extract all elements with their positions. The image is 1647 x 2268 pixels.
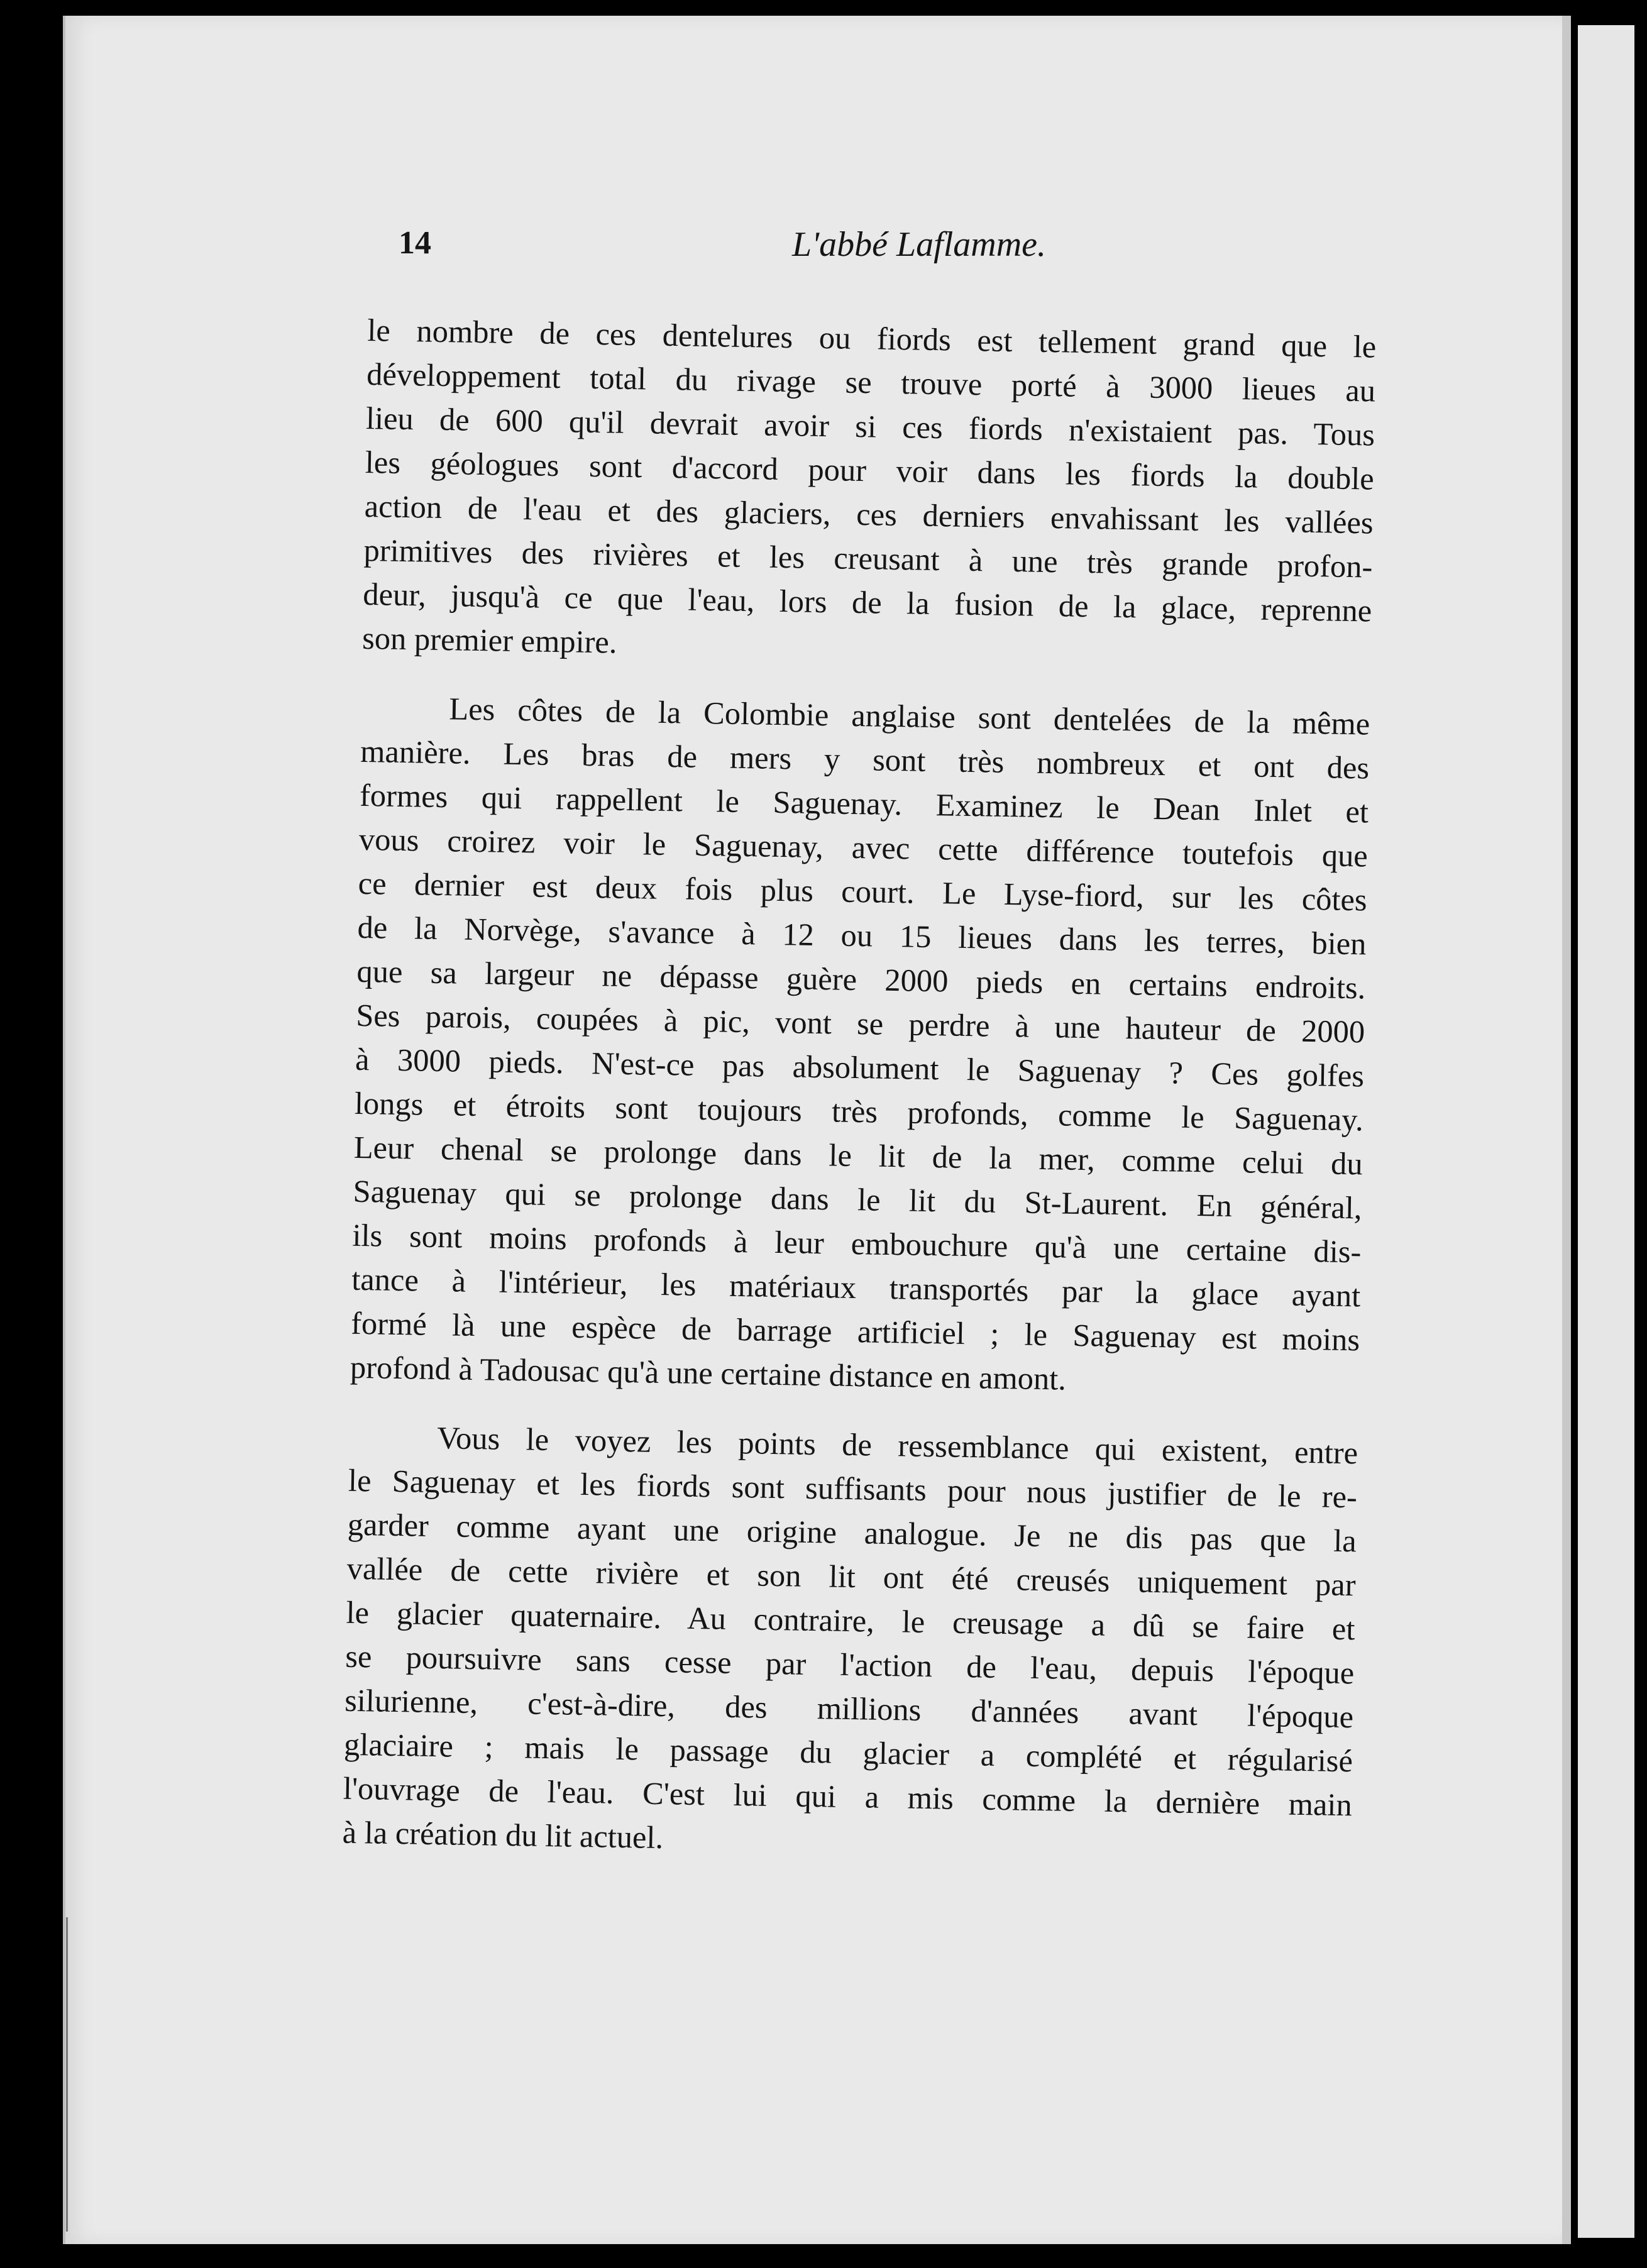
text-line: Saguenay qui se prolonge dans le lit du St-Laurent. En général, xyxy=(353,1173,1362,1226)
text-line: son premier empire. xyxy=(361,620,617,660)
adjacent-page-strip xyxy=(1578,25,1634,2238)
text-line: développement total du rivage se trouve porté à 3000 lieues au xyxy=(366,356,1376,409)
text-line: glaciaire ; mais le passage du glacier a complété et régularisé xyxy=(343,1726,1353,1779)
text-line: ce dernier est deux fois plus court. Le Lyse-fiord, sur les côtes xyxy=(358,865,1368,918)
body-text xyxy=(342,308,1377,1877)
text-line: Leur chenal se prolonge dans le lit de la mer, comme celui du xyxy=(353,1129,1363,1182)
text-line: deur, jusqu'à ce que l'eau, lors de la fusion de la glace, reprenne xyxy=(362,576,1372,629)
text-line: garder comme ayant une origine analogue. Je ne dis pas que la xyxy=(347,1506,1357,1559)
text-line: silurienne, c'est-à-dire, des millions d'années avant l'époque xyxy=(344,1682,1354,1735)
text-line: le nombre de ces dentelures ou fiords est tellement grand que le xyxy=(366,312,1377,365)
text-line: Les côtes de la Colombie anglaise sont dentelées de la même xyxy=(448,691,1370,742)
binding-mark xyxy=(66,1917,68,2232)
text-line: à 3000 pieds. N'est-ce pas absolument le Saguenay ? Ces golfes xyxy=(355,1041,1365,1094)
page-header xyxy=(399,224,1046,275)
text-line: lieu de 600 qu'il devrait avoir si ces fiords n'existaient pas. Tous xyxy=(365,400,1375,453)
text-line: action de l'eau et des glaciers, ces derniers envahissant les vallées xyxy=(364,488,1374,541)
text-line: ils sont moins profonds à leur embouchure qu'à une certaine dis- xyxy=(352,1217,1362,1270)
text-line: profond à Tadousac qu'à une certaine distance en amont. xyxy=(350,1349,1067,1397)
text-line: se poursuivre sans cesse par l'action de l'eau, depuis l'époque xyxy=(344,1638,1355,1691)
paragraph-3 xyxy=(342,1414,1358,1871)
text-line: que sa largeur ne dépasse guère 2000 pieds en certains endroits. xyxy=(356,953,1366,1006)
text-line: longs et étroits sont toujours très profonds, comme le Saguenay. xyxy=(354,1085,1364,1138)
text-line: vous croirez voir le Saguenay, avec cette différence toutefois que xyxy=(358,821,1369,874)
text-line: le Saguenay et les fiords sont suffisants pour nous justifier de le re- xyxy=(348,1462,1358,1515)
paragraph-2 xyxy=(350,685,1370,1406)
text-line: l'ouvrage de l'eau. C'est lui qui a mis comme la dernière main xyxy=(343,1770,1353,1823)
text-line: primitives des rivières et les creusant à une très grande profon- xyxy=(363,532,1373,585)
paragraph-1 xyxy=(362,308,1377,677)
text-line: manière. Les bras de mers y sont très nombreux et ont des xyxy=(360,733,1370,786)
text-line: les géologues sont d'accord pour voir dans les fiords la double xyxy=(365,444,1375,497)
text-line: tance à l'intérieur, les matériaux transportés par la glace ayant xyxy=(351,1261,1361,1314)
page-number: 14 xyxy=(399,225,431,261)
page-edge-shadow xyxy=(1562,16,1571,2244)
text-line: à la création du lit actuel. xyxy=(342,1814,664,1856)
text-line: Vous le voyez les points de ressemblance qui existent, entre xyxy=(436,1420,1358,1471)
text-line: vallée de cette rivière et son lit ont été creusés uniquement par xyxy=(346,1550,1357,1603)
text-line: le glacier quaternaire. Au contraire, le creusage a dû se faire et xyxy=(346,1594,1355,1647)
text-line: de la Norvège, s'avance à 12 ou 15 lieues dans les terres, bien xyxy=(357,909,1367,962)
text-line: Ses parois, coupées à pic, vont se perdre à une hauteur de 2000 xyxy=(355,997,1365,1050)
running-head: L'abbé Laflamme. xyxy=(792,225,1046,264)
text-line: formé là une espèce de barrage artificiel ; le Saguenay est moins xyxy=(350,1305,1360,1358)
text-line: formes qui rappellent le Saguenay. Examinez le Dean Inlet et xyxy=(359,777,1369,830)
